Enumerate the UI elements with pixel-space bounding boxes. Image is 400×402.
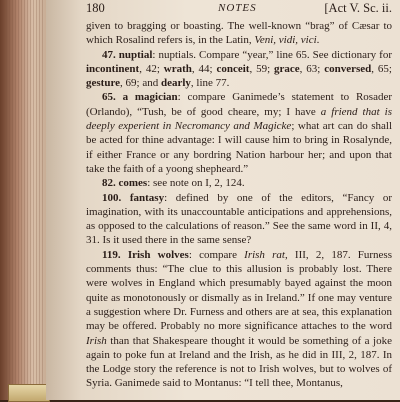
note-text: given to bragging or boasting. The well-known “brag” of Cæsar to which Rosalind refers is, in the Latin, <box>86 20 392 47</box>
note-term: 82. comes <box>102 177 148 190</box>
note-term: dearly <box>160 77 191 90</box>
note-text: , 44; <box>191 62 217 75</box>
note-text: . <box>316 34 320 47</box>
note-term: incontinent <box>86 62 140 75</box>
running-header <box>86 1 392 15</box>
note-text: , 42; <box>139 62 164 75</box>
note-italic: Veni, vidi, vici <box>254 34 317 47</box>
note-term: 47. nuptial <box>102 48 153 61</box>
note-italic: a friend that is deeply experient in Necromancy and Magicke <box>86 105 392 133</box>
note-term: gesture <box>86 77 121 90</box>
note-65 <box>86 90 392 176</box>
note-text: : nuptials. Compare “year,” line 65. See dictionary for <box>152 48 392 61</box>
note-italic: Irish rat <box>244 248 285 261</box>
running-title: NOTES <box>218 2 257 14</box>
note-term: 119. Irish wolves <box>102 248 189 261</box>
note-term: conversed <box>324 62 372 75</box>
note-text: : defined by one of the editors, “Fancy or imagination, with its unaccountable anticipations and apprehensions, as opposed to the calculations of reason.” See the same word in II, 4, 31. Is it used there in the same sense? <box>86 191 392 247</box>
note-text: , 63; <box>299 62 325 75</box>
book-page-edges <box>0 0 46 400</box>
note-text: , line 77. <box>190 77 230 90</box>
note-term: conceit <box>216 62 250 75</box>
library-label <box>8 384 50 402</box>
note-text: than that Shakespeare thought it would be something of a joke again to poke fun at Ireland and the Irish, as he did in III, 2, 187. In the Lodge story the reference is not to Irish wolves, but to wolves of Syria. Ganimede said to Montanus: “I tell thee, Montanus, <box>86 334 392 390</box>
note-italic: Irish <box>86 334 107 347</box>
note-text: , 69; and <box>120 77 161 90</box>
note-119 <box>86 248 392 391</box>
note-term: grace <box>274 62 300 75</box>
note-47 <box>86 48 392 91</box>
page-number: 180 <box>86 1 105 15</box>
note-term: wrath <box>163 62 192 75</box>
note-100 <box>86 191 392 248</box>
note-text: ; what art can do shall be acted for thine advantage: I will cause him to bring in Rosalynde, if either France or any bordring Nation harbour her; and upon that take the faith of a yoong shepheard.” <box>86 120 392 175</box>
note-term: 65. a magician <box>102 91 178 104</box>
section-reference: [Act V. Sc. ii. <box>324 1 392 15</box>
note-continuation <box>86 19 392 48</box>
note-text: , III, 2, 187. Furness comments thus: “The clue to this allusion is probably lost. There were wolves in England which presumably bayed against the moon quite as monotonously or dismally as in Ireland.” If one may venture a suggestion where Dr. Furness and others are at sea, this explanation may be offered. Probably no more significance attaches to the word <box>86 248 392 333</box>
page-edge-lines <box>6 0 44 400</box>
note-text: : see note on I, 2, 124. <box>147 177 245 190</box>
note-text: , 65; <box>371 62 392 75</box>
note-text: : compare <box>188 248 245 261</box>
note-text: , 59; <box>249 62 275 75</box>
note-term: 100. fantasy <box>102 191 165 204</box>
note-82 <box>86 176 392 190</box>
notes-body <box>86 19 392 391</box>
book-page <box>46 0 400 400</box>
note-text: : compare Ganimede’s statement to Rosader (Orlando), “Tush, be of good cheare, my; I have <box>86 91 392 118</box>
